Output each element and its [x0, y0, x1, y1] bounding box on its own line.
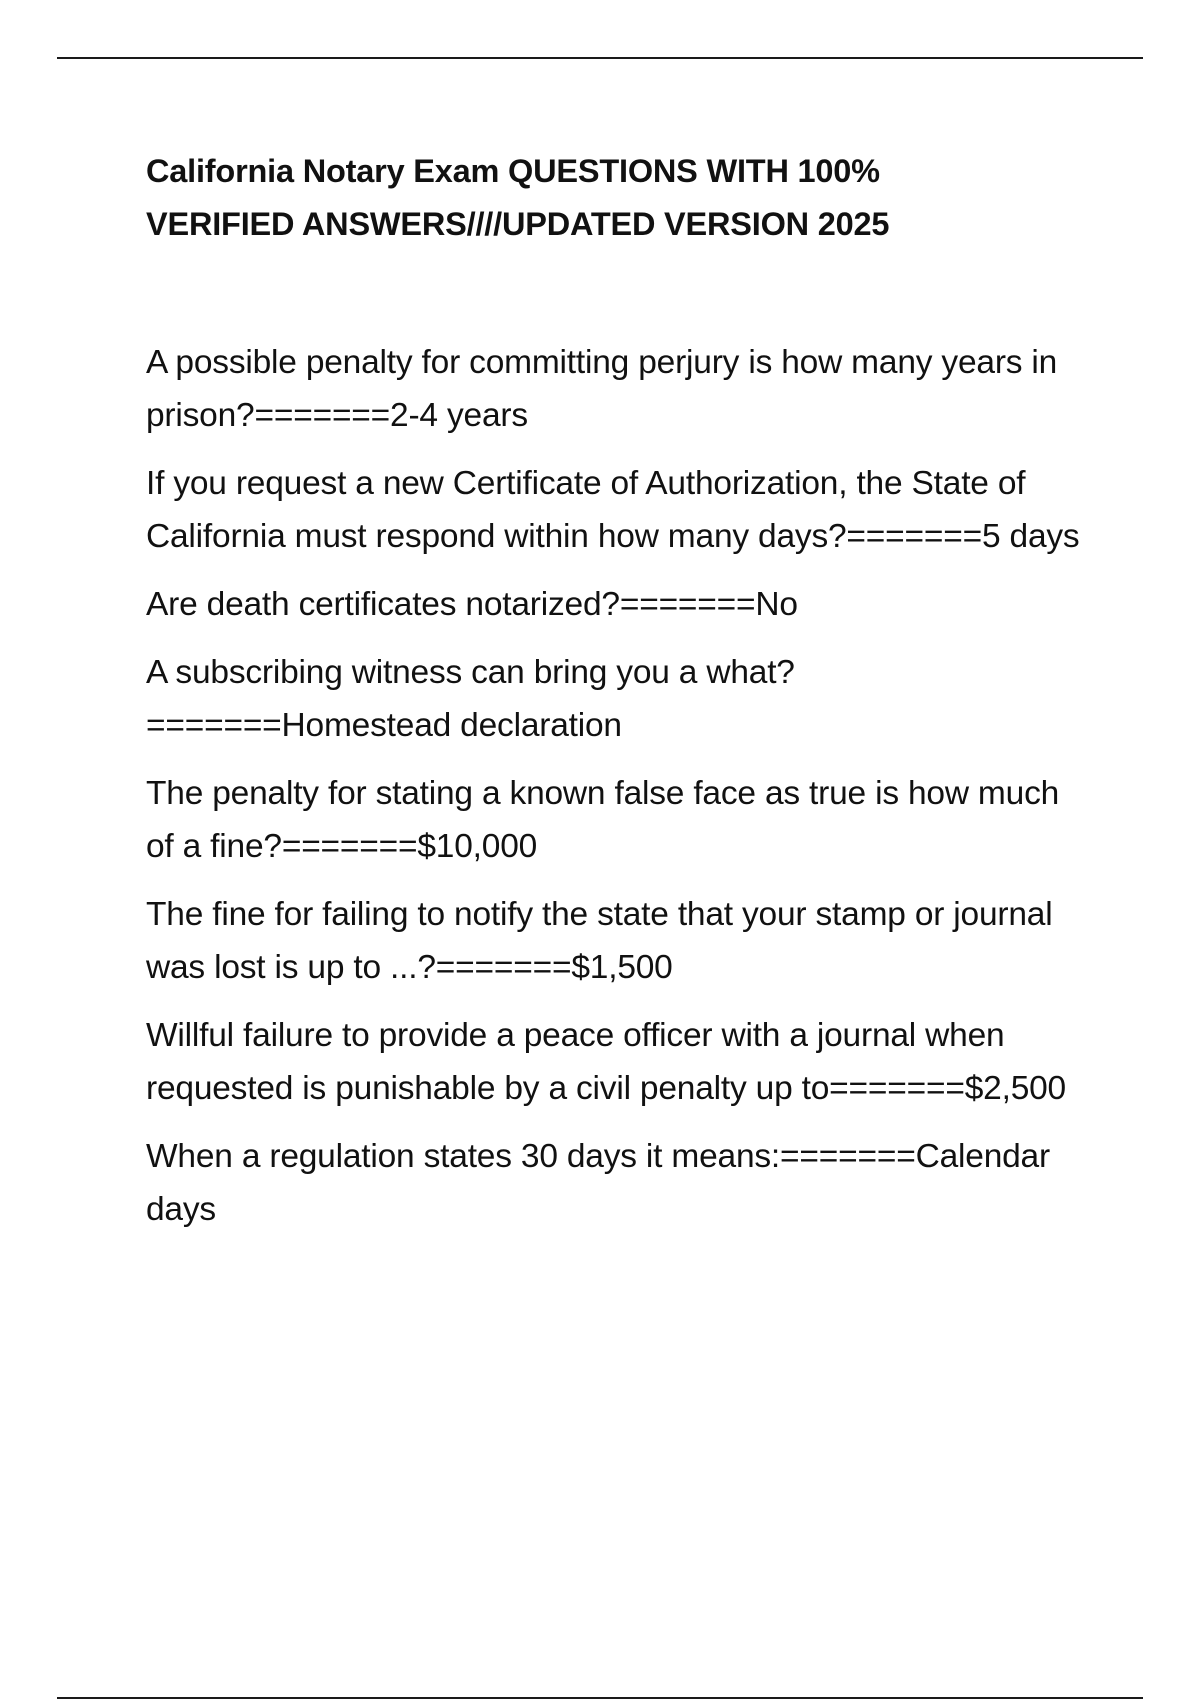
- qa-item: [146, 336, 1086, 442]
- document-title-line-1: California Notary Exam QUESTIONS WITH 100%: [146, 153, 880, 189]
- answer-text: No: [755, 586, 798, 623]
- answer-text: $1,500: [571, 949, 673, 986]
- top-rule: [57, 57, 1143, 59]
- separator: =======: [435, 949, 572, 986]
- separator: =======: [829, 1070, 965, 1107]
- question-text: A subscribing witness can bring you a what?: [146, 654, 795, 691]
- qa-item: [146, 578, 1086, 631]
- qa-item: [146, 767, 1086, 873]
- separator: =======: [846, 518, 982, 555]
- qa-item: [146, 1009, 1086, 1115]
- question-text: The penalty for stating a known false face as true is how much of a fine?: [146, 775, 1060, 865]
- answer-text: Homestead declaration: [281, 707, 622, 744]
- answer-text: Calendar days: [146, 1138, 1050, 1228]
- document-title: [146, 145, 1086, 251]
- separator: =======: [780, 1138, 916, 1175]
- separator: =======: [254, 397, 391, 434]
- qa-item: [146, 457, 1086, 563]
- qa-list: [146, 336, 1086, 1236]
- qa-item: [146, 888, 1086, 994]
- separator: =======: [281, 828, 418, 865]
- question-text: A possible penalty for committing perjury is how many years in prison?: [146, 344, 1058, 434]
- document-title-line-2: VERIFIED ANSWERS////UPDATED VERSION 2025: [146, 206, 890, 242]
- answer-text: 2-4 years: [390, 397, 528, 434]
- answer-text: $2,500: [964, 1070, 1066, 1107]
- bottom-rule: [57, 1697, 1143, 1699]
- question-text: Are death certificates notarized?: [146, 586, 620, 623]
- qa-item: [146, 646, 1086, 752]
- answer-text: $10,000: [417, 828, 538, 865]
- question-text: When a regulation states 30 days it means:: [146, 1138, 781, 1175]
- separator: =======: [619, 586, 756, 623]
- question-text: The fine for failing to notify the state that your stamp or journal was lost is up to ...?: [146, 896, 1053, 986]
- separator: =======: [146, 707, 282, 744]
- qa-item: [146, 1130, 1086, 1236]
- document-body: [146, 145, 1086, 1251]
- answer-text: 5 days: [981, 518, 1080, 555]
- question-text: Willful failure to provide a peace officer with a journal when requested is punishable by a civil penalty up to: [146, 1017, 1005, 1107]
- question-text: If you request a new Certificate of Authorization, the State of California must respond within how many days?: [146, 465, 1026, 555]
